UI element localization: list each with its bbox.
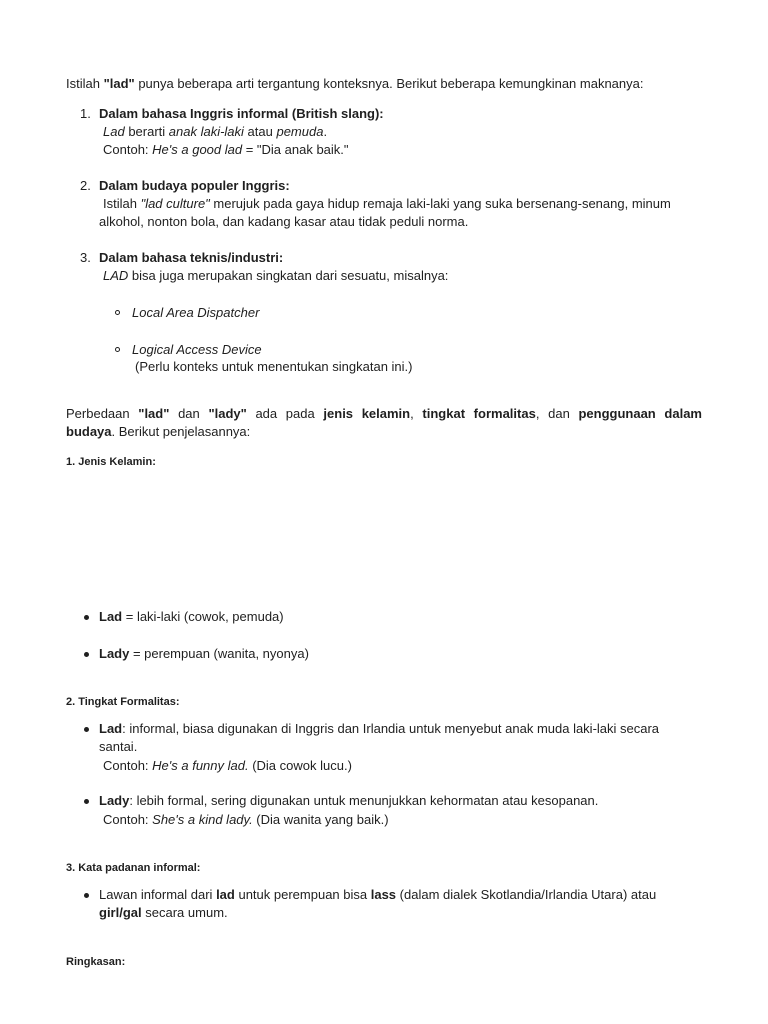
- section-2-item-2-example: Contoh: She's a kind lady. (Dia wanita yang baik.): [103, 812, 389, 827]
- meaning-2-number: 2.: [80, 178, 91, 193]
- section-3-heading: 3. Kata padanan informal:: [66, 862, 201, 874]
- section-2-item-2-line-1: Lady: lebih formal, sering digunakan untuk menunjukkan kehormatan atau kesopanan.: [99, 793, 599, 808]
- bullet-icon: [84, 652, 89, 657]
- section-3-item-line-1: Lawan informal dari lad untuk perempuan bisa lass (dalam dialek Skotlandia/Irlandia Utara) atau: [99, 887, 657, 902]
- bullet-icon: [84, 893, 89, 898]
- section-1-heading: 1. Jenis Kelamin:: [66, 456, 156, 468]
- meaning-3-number: 3.: [80, 250, 91, 265]
- meaning-3-sub-item: Logical Access Device: [132, 342, 262, 357]
- meaning-3-title: Dalam bahasa teknis/industri:: [99, 250, 284, 265]
- section-2-item-1-line-2: santai.: [99, 739, 138, 754]
- bullet-icon: [84, 727, 89, 732]
- bullet-icon: [84, 615, 89, 620]
- hollow-bullet-icon: [115, 347, 120, 352]
- meaning-2-line-1: Istilah "lad culture" merujuk pada gaya hidup remaja laki-laki yang suka bersenang-senang, minum: [103, 196, 671, 211]
- meaning-2-line-2: alkohol, nonton bola, dan kadang kasar atau tidak peduli norma.: [99, 214, 469, 229]
- section-2-item-1-example: Contoh: He's a funny lad. (Dia cowok lucu.): [103, 758, 352, 773]
- meaning-3-definition: LAD bisa juga merupakan singkatan dari sesuatu, misalnya:: [103, 268, 449, 283]
- meaning-1-number: 1.: [80, 106, 91, 121]
- summary-heading: Ringkasan:: [66, 956, 126, 968]
- meaning-1-title: Dalam bahasa Inggris informal (British slang):: [99, 106, 384, 121]
- bullet-icon: [84, 799, 89, 804]
- section-1-item: Lady = perempuan (wanita, nyonya): [99, 646, 309, 661]
- intro-paragraph: Istilah "lad" punya beberapa arti tergantung konteksnya. Berikut beberapa kemungkinan maknanya:: [66, 76, 644, 91]
- meaning-1-example: Contoh: He's a good lad = "Dia anak baik.": [103, 142, 349, 157]
- hollow-bullet-icon: [115, 310, 120, 315]
- meaning-1-definition: Lad berarti anak laki-laki atau pemuda.: [103, 124, 328, 139]
- comparison-line-2: budaya. Berikut penjelasannya:: [66, 424, 251, 439]
- meaning-3-sub-item: Local Area Dispatcher: [132, 305, 260, 320]
- section-1-item: Lad = laki-laki (cowok, pemuda): [99, 609, 284, 624]
- comparison-line-1: Perbedaan "lad" dan "lady" ada pada jenis kelamin, tingkat formalitas, dan penggunaan dalam: [66, 406, 702, 421]
- section-3-item-line-2: girl/gal secara umum.: [99, 905, 228, 920]
- section-2-heading: 2. Tingkat Formalitas:: [66, 696, 180, 708]
- meaning-2-title: Dalam budaya populer Inggris:: [99, 178, 290, 193]
- section-2-item-1-line-1: Lad: informal, biasa digunakan di Inggris dan Irlandia untuk menyebut anak muda laki-laki secara: [99, 721, 660, 736]
- meaning-3-note: (Perlu konteks untuk menentukan singkatan ini.): [135, 359, 413, 374]
